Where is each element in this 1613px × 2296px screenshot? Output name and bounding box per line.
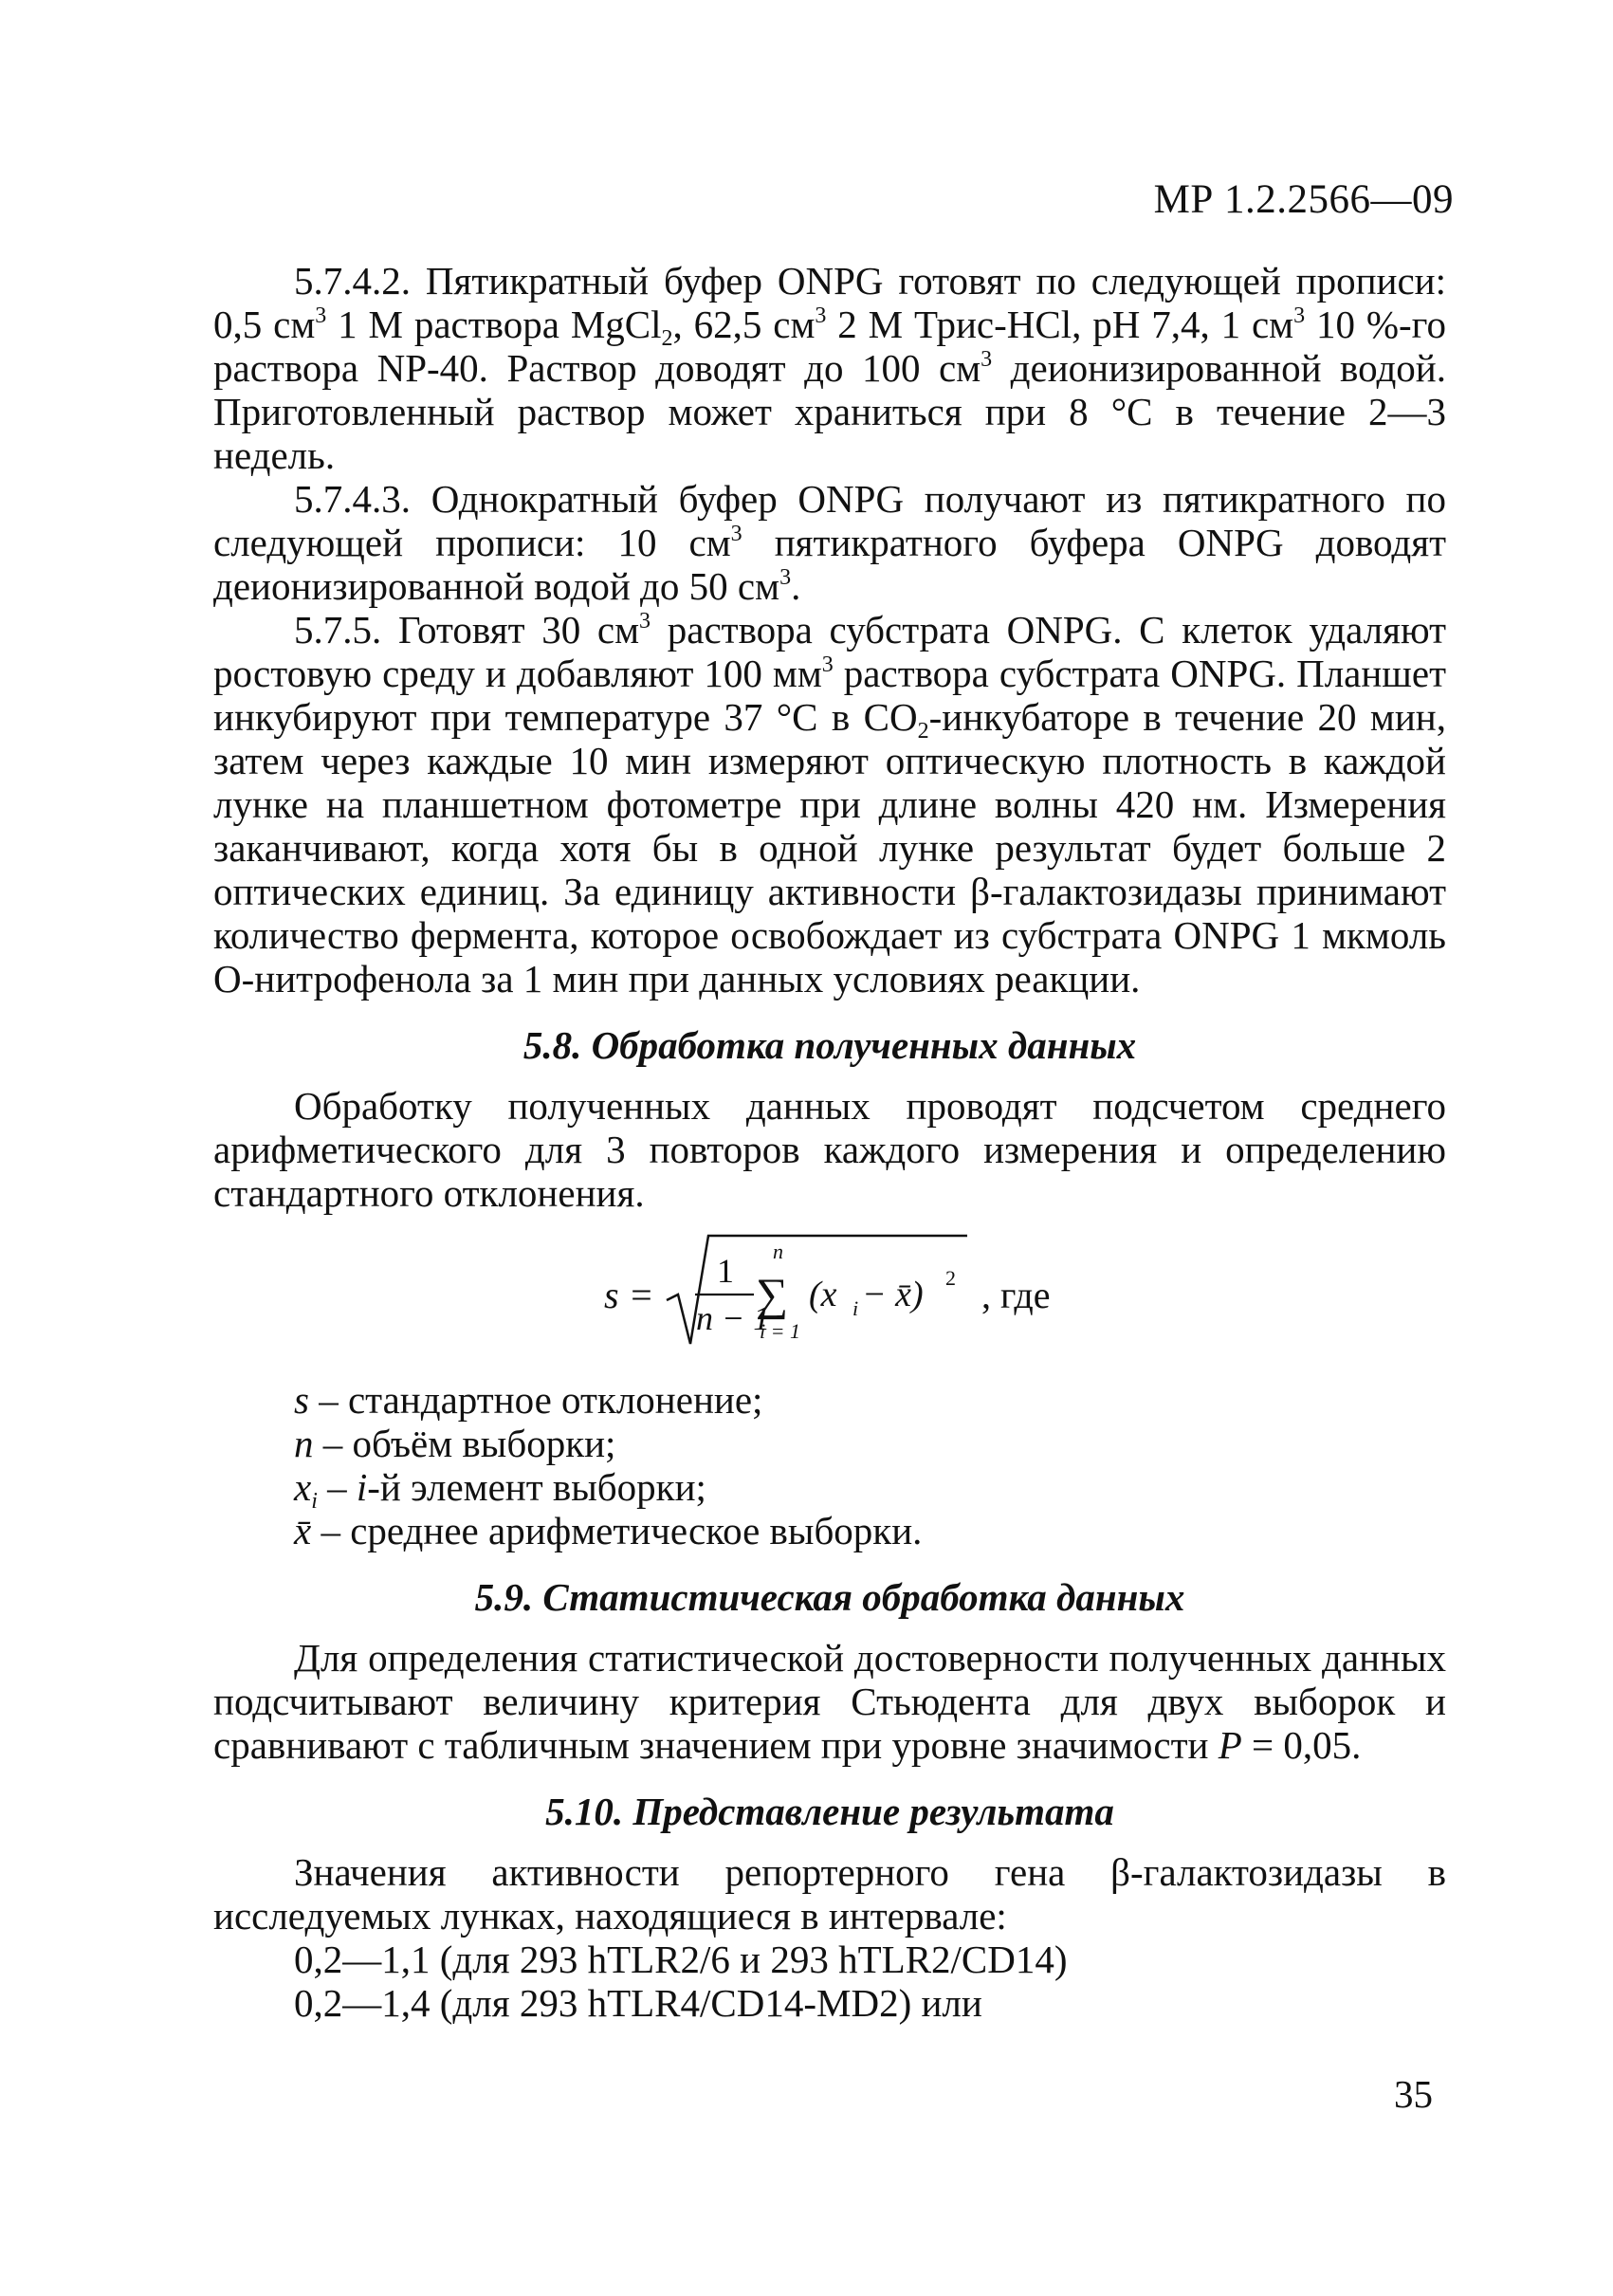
superscript: 3 — [981, 347, 993, 372]
definition-item — [294, 1378, 1446, 1422]
sum-lower-limit: i = 1 — [760, 1319, 800, 1343]
text-run: раствора субстрата ONPG. Планшет инкубируют при температуре 37 °С в CO — [213, 652, 1446, 739]
section-heading-5-9: 5.9. Статистическая обработка данных — [474, 1575, 1185, 1619]
superscript: 3 — [815, 303, 827, 328]
document-code: МР 1.2.2566—09 — [1153, 177, 1454, 222]
text-run: раствора субстрата ONPG. С клеток удаляют ростовую среду и добавляют 100 мм — [213, 608, 1446, 695]
paragraph-5-7-5 — [213, 608, 1446, 1001]
fraction-numerator: 1 — [717, 1252, 734, 1290]
superscript: 3 — [315, 303, 327, 328]
text-run: 5.7.4.2. Пятикратный буфер ONPG готовят по следующей прописи: 0,5 см — [213, 259, 1446, 346]
sum-term-subscript: i — [852, 1296, 859, 1320]
text-run: = 0,05. — [1241, 1723, 1362, 1767]
superscript: 3 — [779, 565, 792, 590]
page-number: 35 — [1394, 2072, 1433, 2116]
sum-sign: ∑ — [756, 1270, 789, 1320]
subscript: 2 — [917, 719, 929, 744]
superscript: 3 — [1293, 303, 1306, 328]
fraction-denominator: n − 1 — [696, 1299, 771, 1337]
symbol: P — [1218, 1723, 1242, 1767]
formula-suffix: , где — [981, 1274, 1051, 1316]
text-run: Для определения статистической достоверности полученных данных подсчитывают величину критерия Стьюдента для двух выборок и сравнивают с табличным значением при уровне значимости — [213, 1636, 1446, 1767]
text-run: , 62,5 см — [672, 303, 816, 346]
definition-text: -й элемент выборки; — [367, 1465, 706, 1509]
text-run: -инкубаторе в течение 20 мин, затем через каждые 10 мин измеряют оптическую плотность в каждой лунке на планшетном фотометре при длине волны 420 нм. Измерения заканчивают, когда хотя бы в одной лунке результат будет больше 2 оптических единиц. За единицу активности β-галактозидазы принимают количество фермента, которое освобождает из субстрата ONPG 1 мкмоль О-нитрофенола за 1 мин при данных условиях реакции. — [213, 695, 1446, 1001]
definition-item — [294, 1465, 1446, 1514]
definition-item — [294, 1509, 1446, 1552]
paragraph-5-8: Обработку полученных данных проводят подсчетом среднего арифметического для 3 повторов каждого измерения и определению стандартного отклонения. — [213, 1084, 1446, 1215]
section-heading-5-8: 5.8. Обработка полученных данных — [522, 1023, 1137, 1067]
superscript: 3 — [821, 652, 834, 677]
symbol-subscript: i — [311, 1489, 318, 1514]
formula-lhs: s = — [604, 1274, 654, 1316]
interval-line-2: 0,2—1,4 (для 293 hTLR4/CD14-MD2) или — [294, 1981, 982, 2025]
sum-term: (x — [809, 1275, 837, 1314]
text-run: 5.7.5. Готовят 30 см — [294, 608, 640, 652]
symbol: x — [294, 1465, 312, 1509]
sum-term-rest: − x̄) — [862, 1275, 924, 1314]
symbol: n — [294, 1422, 314, 1465]
subscript: 2 — [661, 326, 673, 351]
paragraph-5-7-4-2 — [213, 259, 1446, 477]
text-run: 10 %-го раствора NP-40. Раствор доводят до 100 см — [213, 303, 1446, 390]
formula-graphic — [213, 1222, 1446, 1365]
superscript: 3 — [639, 609, 651, 634]
definition-item — [294, 1422, 1446, 1465]
sum-upper-limit: n — [773, 1240, 783, 1263]
text-run: 1 М раствора MgCl — [326, 303, 662, 346]
definition-text: – — [317, 1465, 357, 1509]
section-heading-5-10: 5.10. Представление результата — [545, 1790, 1114, 1833]
symbol: i — [356, 1465, 368, 1509]
definition-text: – среднее арифметическое выборки. — [311, 1509, 923, 1552]
paragraph-5-10: Значения активности репортерного гена β-галактозидазы в исследуемых лунках, находящиеся в интервале: — [213, 1850, 1446, 1938]
text-run: . — [791, 564, 801, 608]
text-run: 5.7.4.3. Однократный буфер ONPG получают из пятикратного по следующей прописи: 10 см — [213, 477, 1446, 564]
power: 2 — [945, 1266, 956, 1290]
superscript: 3 — [730, 522, 742, 546]
text-run: деионизированной водой. Приготовленный раствор может храниться при 8 °С в течение 2—3 недель. — [213, 346, 1446, 477]
document-body — [213, 259, 1446, 2025]
interval-line-1: 0,2—1,1 (для 293 hTLR2/6 и 293 hTLR2/CD14) — [294, 1938, 1068, 1981]
std-deviation-formula — [213, 1222, 1446, 1365]
symbol: x̄ — [294, 1509, 312, 1552]
definition-text: – объём выборки; — [313, 1422, 616, 1465]
paragraph-5-9 — [213, 1636, 1446, 1767]
text-run: пятикратного буфера ONPG доводят деионизированной водой до 50 см — [213, 521, 1446, 608]
definition-text: – стандартное отклонение; — [308, 1378, 763, 1422]
symbol: s — [294, 1378, 309, 1422]
variable-definitions — [294, 1378, 1446, 1552]
text-run: 2 М Трис-HCl, pH 7,4, 1 см — [826, 303, 1294, 346]
paragraph-5-7-4-3 — [213, 477, 1446, 608]
